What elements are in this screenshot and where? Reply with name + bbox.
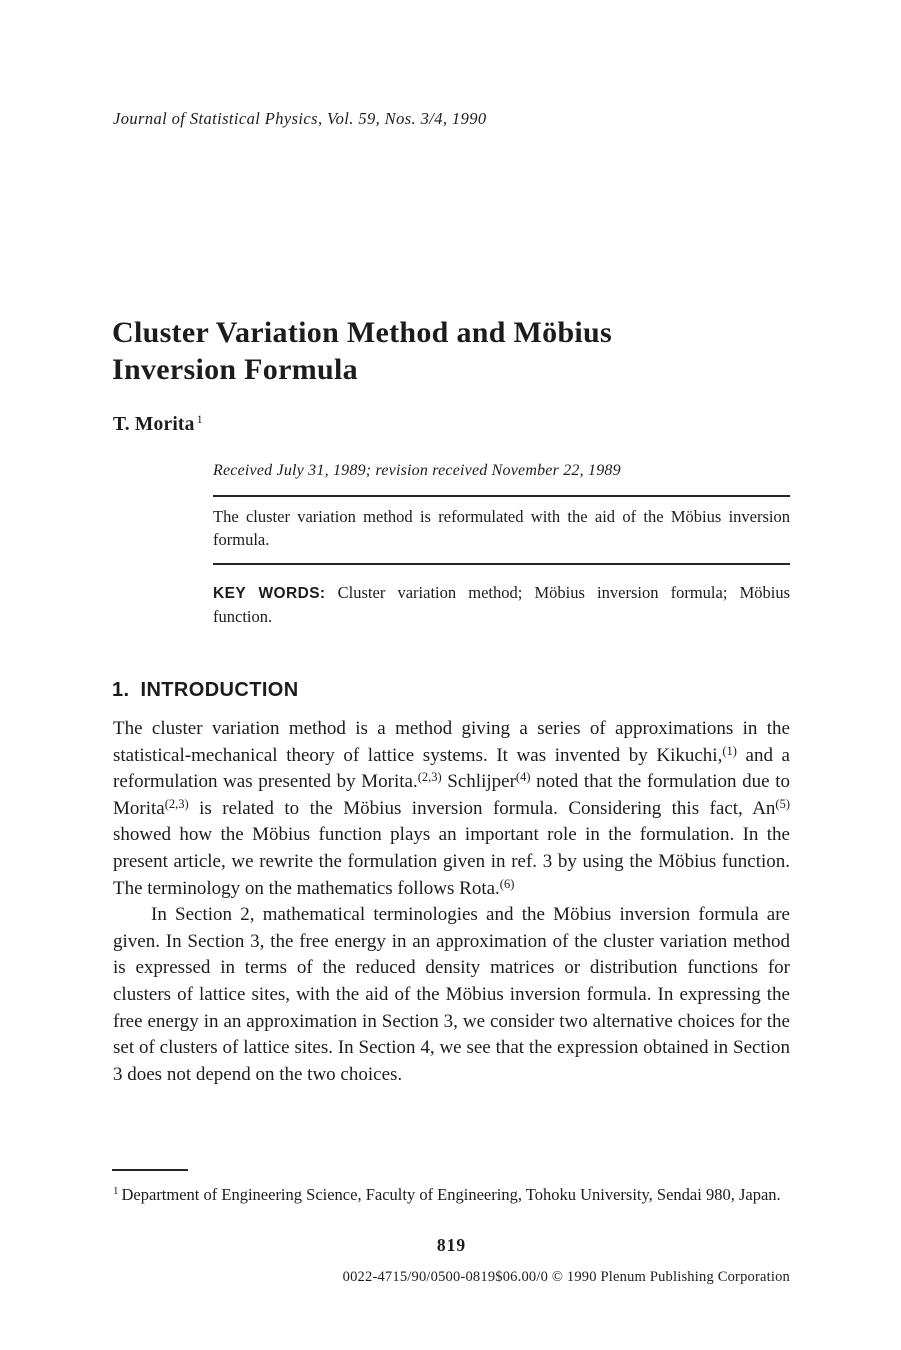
author-name: T. Morita — [113, 414, 195, 435]
section-title: INTRODUCTION — [140, 679, 299, 701]
author-affiliation-footnote — [113, 1180, 807, 1206]
footnote-text: Department of Engineering Science, Faculty of Engineering, Tohoku University, Sendai 980, Japan. — [121, 1185, 781, 1204]
paper-title-line-2: Inversion Formula — [112, 353, 358, 386]
paper-title — [112, 314, 612, 388]
introduction-paragraph-1: The cluster variation method is a method giving a series of approximations in the statistical-mechanical theory of lattice systems. It was invented by Kikuchi,$^{(1)}$ and a reformulation was presented by Morita.$^{(2,3)}$ Schlijper$^{(4)}$ noted that the formulation due to Morita$^{(2,3)}$ is related to the Möbius inversion formula. Considering this fact, An$^{(5)}$ showed how the Möbius function plays an important role in the formulation. In the present article, we rewrite the formulation given in ref. 3 by using the Möbius function. The terminology on the mathematics follows Rota.$^{(6)}$ — [113, 718, 790, 899]
author-line — [113, 412, 203, 436]
section-heading-introduction — [112, 679, 299, 702]
keywords-line — [213, 581, 790, 628]
journal-header-line: Journal of Statistical Physics, Vol. 59, Nos. 3/4, 1990 — [113, 109, 487, 128]
abstract-divider-bottom — [213, 563, 790, 565]
received-line: Received July 31, 1989; revision received November 22, 1989 — [213, 462, 621, 479]
keywords-label: KEY WORDS: — [213, 585, 326, 602]
abstract-text: The cluster variation method is reformulated with the aid of the Möbius inversion formula. — [213, 507, 790, 549]
page-number: 819 — [436, 1235, 467, 1255]
footnote-marker: 1 — [113, 1185, 119, 1197]
copyright-line: 0022-4715/90/0500-0819$06.00/0 © 1990 Plenum Publishing Corporation — [342, 1269, 790, 1285]
section-number: 1. — [112, 679, 130, 701]
abstract-divider-top — [213, 495, 790, 497]
author-footnote-marker: 1 — [196, 412, 203, 426]
keywords-text: Cluster variation method; Möbius inversion formula; Möbius function. — [213, 583, 790, 626]
introduction-body — [113, 716, 790, 1088]
footnote-divider — [112, 1169, 188, 1171]
paper-title-line-1: Cluster Variation Method and Möbius — [112, 316, 613, 349]
introduction-paragraph-2: In Section 2, mathematical terminologies and the Möbius inversion formula are given. In Section 3, the free energy in an approximation of the cluster variation method is expressed in terms of the reduced density matrices or distribution functions for clusters of lattice sites, with the aid of the Möbius inversion formula. In expressing the free energy in an approximation in Section 3, we consider two alternative choices for the set of clusters of lattice sites. In Section 4, we see that the expression obtained in Section 3 does not depend on the two choices. — [113, 904, 790, 1085]
